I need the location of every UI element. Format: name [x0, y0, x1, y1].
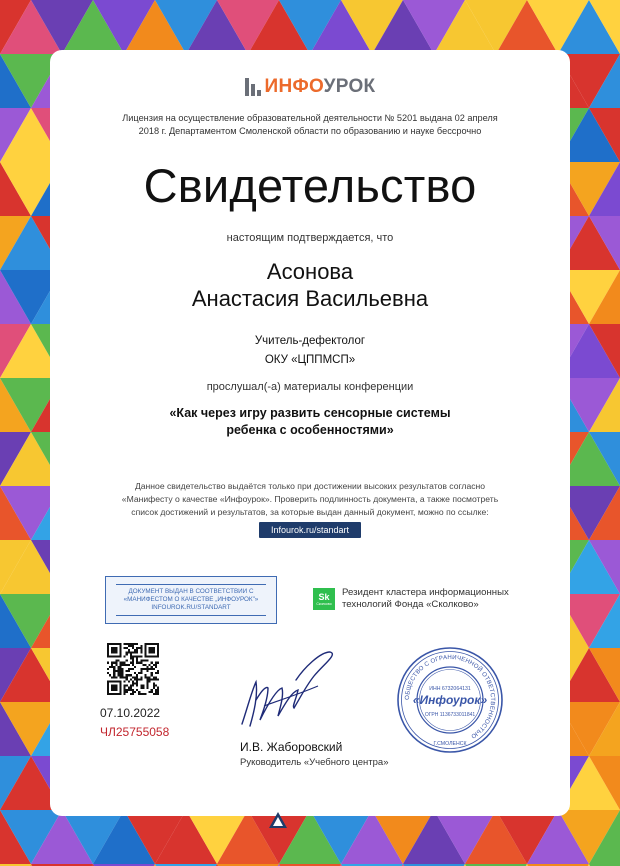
- conference-topic: «Как через игру развить сенсорные системы ребенка с особенностями»: [169, 406, 451, 437]
- recipient-name: [50, 258, 570, 312]
- logo-bars-icon: [245, 78, 261, 96]
- recipient-position: [50, 332, 570, 370]
- skolkovo-resident-text: Резидент кластера информационных технологий Фонда «Сколково»: [342, 587, 509, 610]
- signer-name: И.В. Жаборовский: [240, 740, 343, 754]
- stamp-outer-text: ОБЩЕСТВО С ОГРАНИЧЕННОЙ ОТВЕТСТВЕННОСТЬЮ: [403, 653, 497, 740]
- stamp-city: Г.СМОЛЕНСК: [433, 741, 467, 747]
- confirm-text: настоящим подтверждается, что: [226, 232, 394, 244]
- license-text: Лицензия на осуществление образовательной деятельности № 5201 выдана 02 апреля 2018 г. Департаментом Смоленской области по образованию и науке бессрочно: [122, 113, 498, 136]
- infourok-logo: [50, 76, 570, 98]
- recipient-given-names: Анастасия Васильевна: [191, 286, 429, 311]
- recipient-role: Учитель-дефектолог: [254, 335, 366, 347]
- certificate-title: Свидетельство: [143, 159, 477, 212]
- issue-date: 07.10.2022: [100, 706, 161, 720]
- listened-text: прослушал(-а) материалы конференции: [206, 381, 414, 393]
- manifest-badge: ДОКУМЕНТ ВЫДАН В СООТВЕТСТВИИ С «МАНИФЕСТОМ О КАЧЕСТВЕ „ИНФОУРОК"» INFOUROK.RU/STANDART: [105, 576, 277, 624]
- stamp-center-text: «Инфоурок»: [412, 693, 488, 707]
- document-number: ЧЛ25755058: [100, 725, 170, 739]
- recipient-surname: Асонова: [266, 259, 354, 284]
- logo-text: ИНФОУРОК: [264, 76, 376, 97]
- certificate-card: [50, 50, 570, 816]
- bottom-triangle-icon: [269, 812, 287, 828]
- verification-note: Данное свидетельство выдаётся только при достижении высоких результатов согласно «Манифесту о качестве «Инфоурок». Проверить подлинность документа, а также посмотреть список достижений и результатов, за которые выдан данный документ, можно по ссылке:: [121, 481, 499, 517]
- company-stamp: [396, 646, 504, 754]
- stamp-inn: ИНН 6732064131: [429, 686, 471, 692]
- qr-code: [107, 643, 159, 695]
- skolkovo-logo: Sk Сколково: [313, 588, 335, 610]
- standart-link[interactable]: Infourok.ru/standart: [259, 522, 361, 538]
- signer-role: Руководитель «Учебного центра»: [240, 757, 389, 768]
- recipient-organization: ОКУ «ЦППМСП»: [264, 354, 356, 366]
- stamp-ogrn: ОГРН 1136733011841: [424, 712, 476, 718]
- signature-image: [234, 646, 344, 736]
